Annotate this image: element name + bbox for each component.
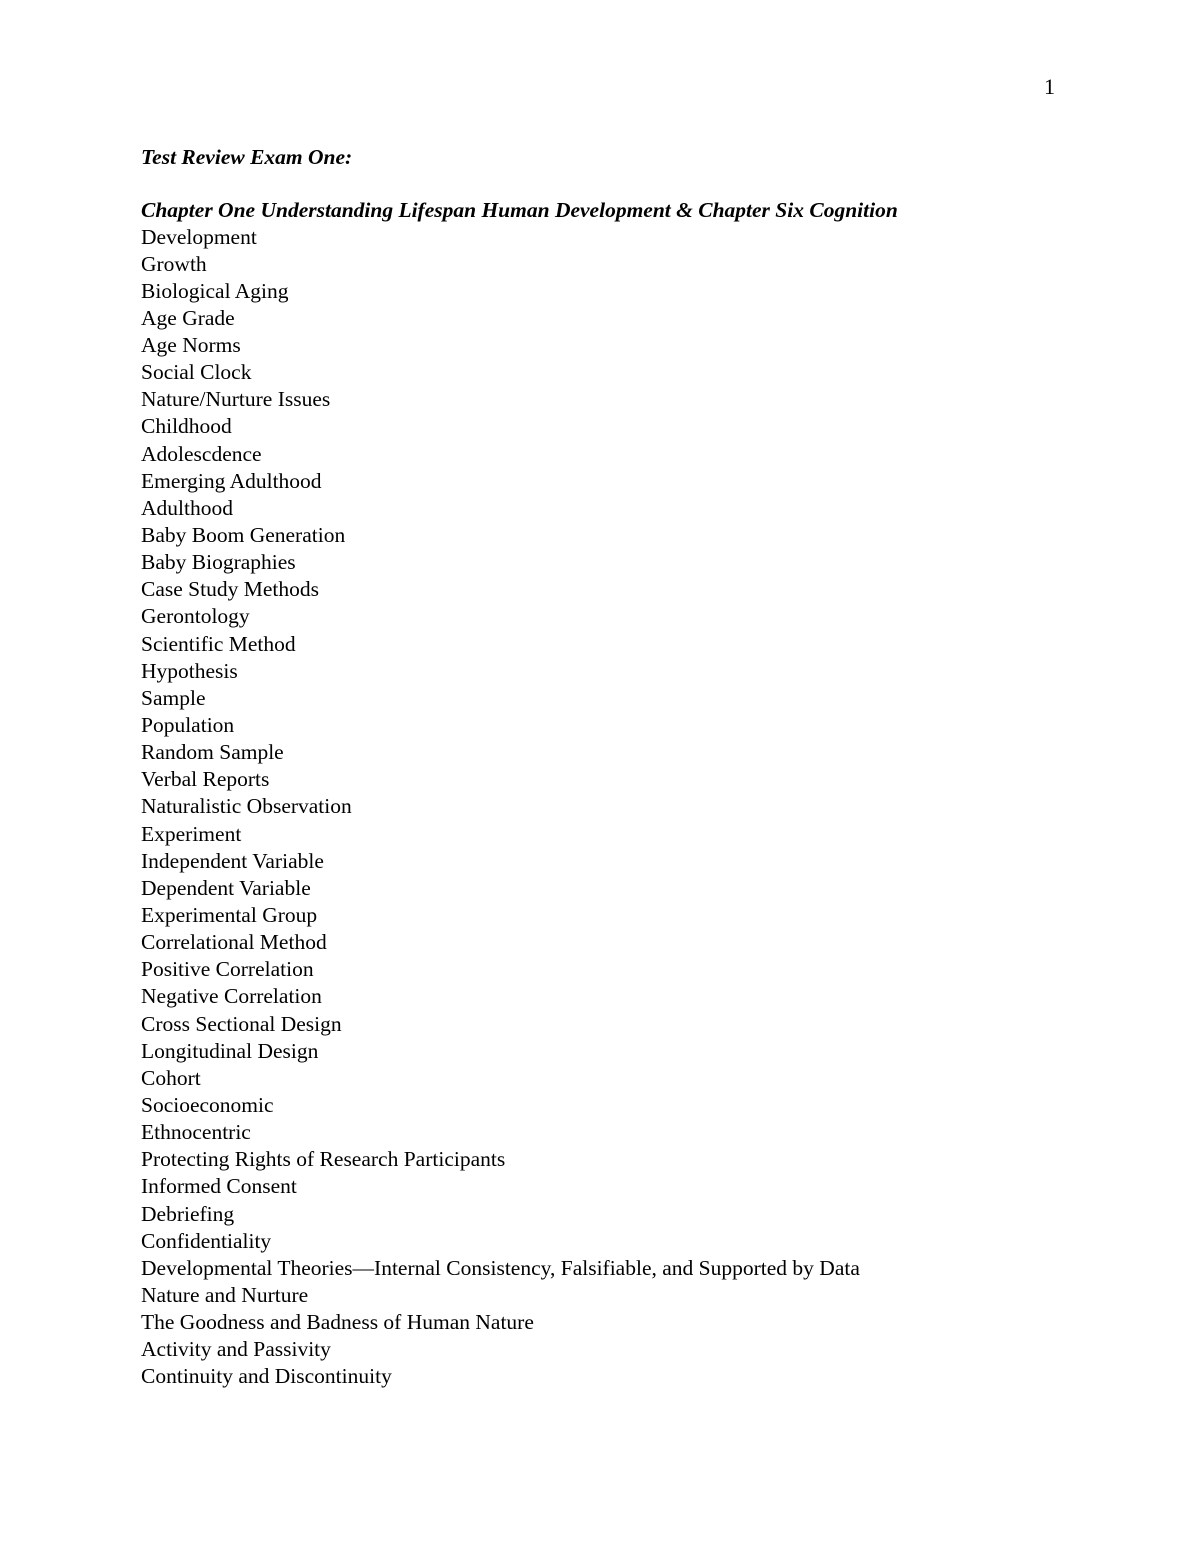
term-item: Adulthood <box>141 495 233 520</box>
term-item: Biological Aging <box>141 278 289 303</box>
term-item: Confidentiality <box>141 1228 272 1253</box>
term-item: Independent Variable <box>141 848 324 873</box>
term-item: Developmental Theories—Internal Consistency, Falsifiable, and Supported by Data <box>141 1255 860 1280</box>
term-item: Dependent Variable <box>141 875 311 900</box>
term-item: Cross Sectional Design <box>141 1011 342 1036</box>
term-item: Positive Correlation <box>141 957 314 982</box>
term-item: Case Study Methods <box>141 577 319 602</box>
terms-list <box>141 224 860 1391</box>
term-item: Growth <box>141 251 207 276</box>
term-item: Activity and Passivity <box>141 1337 331 1362</box>
term-item: Sample <box>141 685 206 710</box>
term-item: Nature/Nurture Issues <box>141 387 331 412</box>
term-item: Hypothesis <box>141 658 238 683</box>
term-item: Experimental Group <box>141 903 318 928</box>
term-item: Scientific Method <box>141 631 296 656</box>
term-item: Age Norms <box>141 333 241 358</box>
term-item: Correlational Method <box>141 930 327 955</box>
term-item: Protecting Rights of Research Participants <box>141 1147 506 1172</box>
term-item: Continuity and Discontinuity <box>141 1364 392 1389</box>
term-item: Development <box>141 224 257 249</box>
term-item: Cohort <box>141 1065 201 1090</box>
term-item: Baby Boom Generation <box>141 523 346 548</box>
page-number: 1 <box>1044 74 1055 99</box>
term-item: Random Sample <box>141 740 284 765</box>
term-item: Social Clock <box>141 360 252 385</box>
term-item: Age Grade <box>141 305 235 330</box>
document-title: Test Review Exam One: <box>141 145 353 169</box>
term-item: Debriefing <box>141 1201 235 1226</box>
chapter-heading: Chapter One Understanding Lifespan Human Development & Chapter Six Cognition <box>141 198 898 222</box>
term-item: Nature and Nurture <box>141 1282 309 1307</box>
term-item: The Goodness and Badness of Human Nature <box>141 1310 534 1335</box>
term-item: Negative Correlation <box>141 984 322 1009</box>
term-item: Socioeconomic <box>141 1093 274 1117</box>
term-item: Longitudinal Design <box>141 1038 319 1063</box>
term-item: Emerging Adulthood <box>141 468 322 493</box>
term-item: Adolescdence <box>141 441 262 466</box>
term-item: Experiment <box>141 821 242 846</box>
term-item: Childhood <box>141 414 232 439</box>
term-item: Baby Biographies <box>141 550 296 575</box>
term-item: Ethnocentric <box>141 1120 251 1145</box>
term-item: Naturalistic Observation <box>141 794 352 819</box>
term-item: Informed Consent <box>141 1174 297 1199</box>
term-item: Gerontology <box>141 604 250 629</box>
term-item: Verbal Reports <box>141 767 270 792</box>
term-item: Population <box>141 713 235 738</box>
